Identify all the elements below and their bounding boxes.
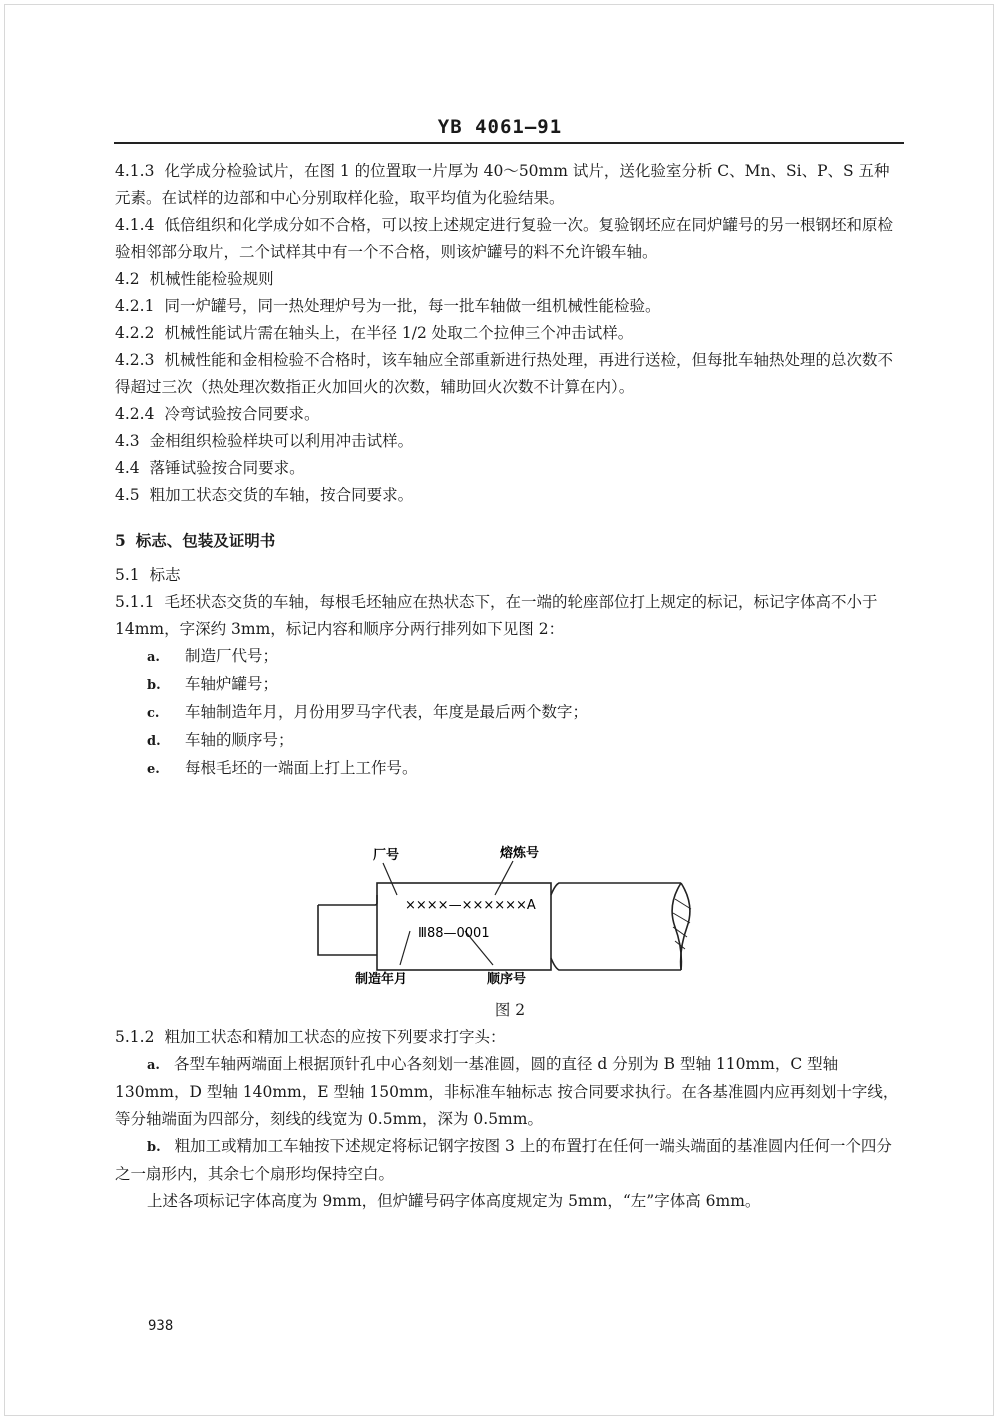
page-number: 938 — [148, 1318, 174, 1334]
label-factory-code: 厂号 — [373, 848, 400, 863]
clause-4-2: 4.2 机械性能检验规则 — [115, 270, 274, 288]
clause-4-1-4: 4.1.4 低倍组织和化学成分如不合格，可以按上述规定进行复验一次。复验钢坯应在同炉罐号的另一根钢坯和原检验相邻部分取片，二个试样其中有一个不合格，则该炉罐号的料不允许锻车轴。 — [115, 216, 893, 261]
section-5-title: 5 标志、包装及证明书 — [115, 531, 276, 550]
clause-4-2-4: 4.2.4 冷弯试验按合同要求。 — [115, 405, 320, 423]
clause-5-1-2-final: 上述各项标记字体高度为 9mm，但炉罐号码字体高度规定为 5mm，“左”字体高 6mm。 — [147, 1192, 761, 1210]
list-item: c. 车轴制造年月，月份用罗马字代表，年度是最后两个数字； — [147, 703, 589, 721]
label-heat-number: 熔炼号 — [500, 846, 540, 861]
label-sequence-number: 顺序号 — [487, 972, 527, 987]
mark-line-2: Ⅲ88—0001 — [418, 926, 490, 941]
clause-4-1-3: 4.1.3 化学成分检验试片，在图 1 的位置取一片厚为 40～50mm 试片，送化验室分析 C、Mn、Si、P、S 五种元素。在试样的边部和中心分别取样化验，取平均值为化验结果。 — [115, 162, 890, 207]
clause-4-2-1: 4.2.1 同一炉罐号，同一热处理炉号为一批，每一批车轴做一组机械性能检验。 — [115, 297, 661, 315]
list-item: e. 每根毛坯的一端面上打上工作号。 — [147, 759, 418, 777]
list-item: a. 制造厂代号； — [147, 647, 279, 665]
list-item: d. 车轴的顺序号； — [147, 731, 294, 749]
page-header: YB 4061—91 — [437, 116, 563, 138]
clause-5-1-2-b: b. 粗加工或精加工车轴按下述规定将标记钢字按图 3 上的布置打在任何一端头端面的基准圆内任何一个四分之一扇形内，其余七个扇形均保持空白。 — [115, 1137, 892, 1183]
figure-2 — [115, 843, 905, 993]
document-body — [115, 158, 905, 1215]
label-manufacture-date: 制造年月 — [355, 972, 408, 987]
section-5-1-title: 5.1 标志 — [115, 566, 181, 584]
figure-caption: 图 2 — [494, 1001, 526, 1019]
list-item: b. 车轴炉罐号； — [147, 675, 279, 693]
mark-line-1: ××××—××××××A — [405, 898, 536, 913]
clause-5-1-1: 5.1.1 毛坯状态交货的车轴，每根毛坯轴应在热状态下，在一端的轮座部位打上规定的标记，标记字体高不小于 14mm，字深约 3mm，标记内容和顺序分两行排列如下见图 2： — [115, 593, 878, 638]
clause-5-1-2: 5.1.2 粗加工状态和精加工状态的应按下列要求打字头： — [115, 1028, 506, 1046]
clause-4-5: 4.5 粗加工状态交货的车轴，按合同要求。 — [115, 486, 414, 504]
clause-4-2-3: 4.2.3 机械性能和金相检验不合格时，该车轴应全部重新进行热处理，再进行送检，但每批车轴热处理的总次数不得超过三次（热处理次数指正火加回火的次数，辅助回火次数不计算在内）。 — [115, 351, 893, 396]
axle-diagram — [115, 843, 905, 993]
header-rule — [114, 142, 904, 144]
clause-5-1-2-a: a. 各型车轴两端面上根据顶针孔中心各刻划一基准圆，圆的直径 d 分别为 B 型轴 110mm，C 型轴 130mm，D 型轴 140mm，E 型轴 150mm，非标准车轴标志 按合同要求执行。在各基准圆内应再刻划十字线，等分轴端面为四部分，刻线的线宽为 0.5mm，深为 0.5mm。 — [115, 1055, 899, 1128]
clause-4-3: 4.3 金相组织检验样块可以利用冲击试样。 — [115, 432, 414, 450]
clause-4-2-2: 4.2.2 机械性能试片需在轴头上，在半径 1/2 处取二个拉伸三个冲击试样。 — [115, 324, 634, 342]
clause-4-4: 4.4 落锤试验按合同要求。 — [115, 459, 305, 477]
